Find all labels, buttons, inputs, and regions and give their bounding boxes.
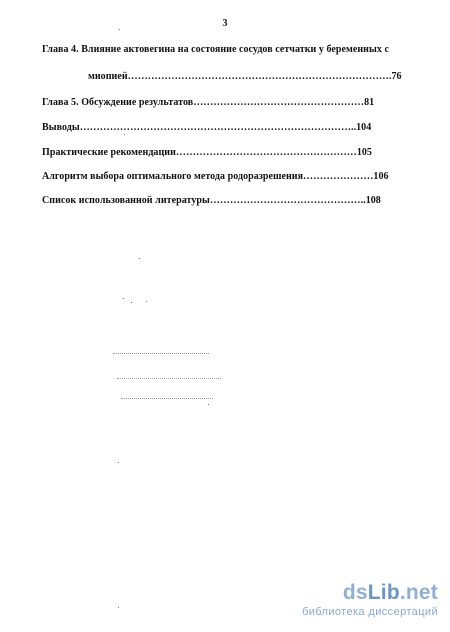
toc-entry-references: Список использованной литературы………………………………………..108: [42, 195, 381, 206]
scan-speck: [119, 29, 120, 30]
toc-entry-chapter-4: Глава 4. Влияние актовегина на состояние сосудов сетчатки у беременных с: [42, 44, 389, 55]
scan-speck: [118, 462, 119, 463]
watermark-logo-lib: Lib: [367, 581, 400, 604]
toc-entry-chapter-4-continued: миопией…………………………………………………………………….76: [88, 71, 402, 82]
page-number: 3: [222, 18, 228, 29]
scan-speck: [146, 301, 147, 302]
scan-speck: [124, 134, 125, 135]
watermark-logo-ds: ds: [342, 581, 368, 604]
scan-speck: [123, 298, 124, 299]
watermark-logo-net: .net: [399, 581, 438, 604]
scan-speck: [131, 302, 132, 303]
toc-entry-practical-recommendations: Практические рекомендации………………………………………………105: [42, 147, 372, 158]
scan-smudge: [117, 378, 221, 381]
toc-entry-delivery-algorithm: Алгоритм выбора оптимального метода родоразрешения…………………106: [42, 171, 389, 182]
watermark-subtitle: библиотека диссертаций: [302, 606, 438, 618]
toc-entry-chapter-5: Глава 5. Обсуждение результатов……………………………………………81: [42, 97, 375, 108]
scan-speck: [139, 258, 140, 259]
scan-speck: [208, 404, 209, 405]
toc-entry-conclusions: Выводы………………………………………………………………………..104: [42, 122, 372, 133]
scan-speck: [118, 607, 119, 608]
scan-smudge: [113, 353, 209, 356]
watermark-logo: [302, 582, 438, 604]
scan-smudge: [121, 398, 213, 401]
watermark: [302, 582, 438, 618]
